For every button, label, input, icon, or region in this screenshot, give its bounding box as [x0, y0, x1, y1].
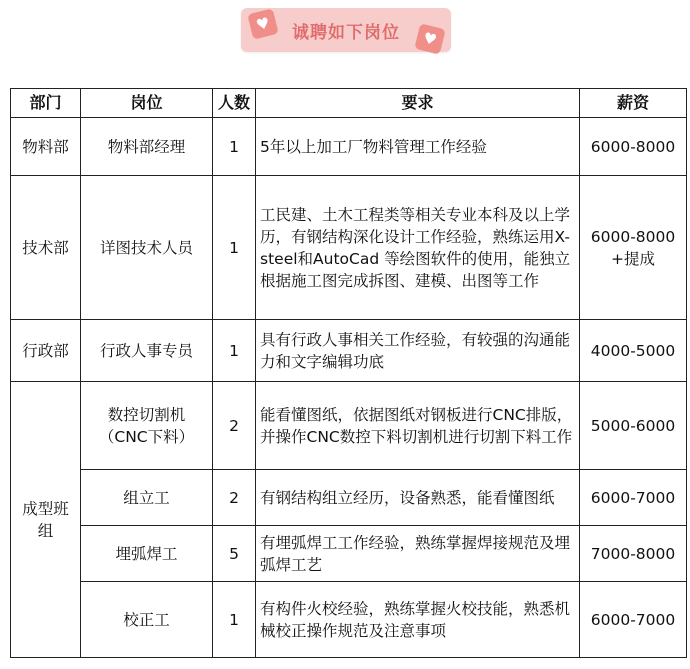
position-cell: 组立工	[81, 470, 213, 526]
count-cell: 2	[213, 470, 256, 526]
requirement-cell: 能看懂图纸，依据图纸对钢板进行CNC排版，并操作CNC数控下料切割机进行切割下料工作	[256, 382, 580, 470]
header-salary: 薪资	[580, 89, 687, 118]
dept-cell: 物料部	[11, 118, 81, 176]
requirement-cell: 有钢结构组立经历，设备熟悉，能看懂图纸	[256, 470, 580, 526]
table-row	[11, 176, 687, 320]
salary-cell: 7000-8000	[580, 526, 687, 582]
position-cell: 详图技术人员	[81, 176, 213, 320]
salary-cell: 6000-7000	[580, 470, 687, 526]
banner-title: 诚聘如下岗位	[292, 22, 400, 43]
header-count: 人数	[213, 89, 256, 118]
requirement-cell: 工民建、土木工程类等相关专业本科及以上学历，有钢结构深化设计工作经验，熟练运用X-steel和AutoCad 等绘图软件的使用，能独立根据施工图完成拆图、建模、出图等工作	[256, 176, 580, 320]
table-row	[11, 118, 687, 176]
position-cell: 校正工	[81, 582, 213, 658]
heart-icon: ♥	[247, 8, 279, 40]
salary-cell: 6000-7000	[580, 582, 687, 658]
position-cell: 行政人事专员	[81, 320, 213, 382]
header-requirement: 要求	[256, 89, 580, 118]
requirement-cell: 有构件火校经验，熟练掌握火校技能，熟悉机械校正操作规范及注意事项	[256, 582, 580, 658]
salary-extra: +提成	[611, 249, 655, 268]
count-cell: 1	[213, 320, 256, 382]
heart-icon: ♥	[414, 23, 446, 55]
header-dept: 部门	[11, 89, 81, 118]
requirement-cell: 5年以上加工厂物料管理工作经验	[256, 118, 580, 176]
job-table	[10, 88, 687, 658]
position-cell: 数控切割机（CNC下料）	[81, 382, 213, 470]
header-position: 岗位	[81, 89, 213, 118]
table-row	[11, 320, 687, 382]
salary-cell: 6000-8000	[580, 118, 687, 176]
count-cell: 1	[213, 176, 256, 320]
dept-cell: 技术部	[11, 176, 81, 320]
dept-cell: 行政部	[11, 320, 81, 382]
position-cell: 埋弧焊工	[81, 526, 213, 582]
dept-cell: 成型班组	[11, 382, 81, 658]
count-cell: 1	[213, 118, 256, 176]
requirement-cell: 具有行政人事相关工作经验，有较强的沟通能力和文字编辑功底	[256, 320, 580, 382]
salary-range: 6000-8000	[590, 227, 676, 246]
table-row	[11, 582, 687, 658]
count-cell: 1	[213, 582, 256, 658]
position-cell: 物料部经理	[81, 118, 213, 176]
requirement-cell: 有埋弧焊工工作经验，熟练掌握焊接规范及埋弧焊工艺	[256, 526, 580, 582]
table-row	[11, 382, 687, 470]
table-header-row	[11, 89, 687, 118]
salary-cell	[580, 176, 687, 320]
count-cell: 5	[213, 526, 256, 582]
table-row	[11, 470, 687, 526]
salary-cell: 5000-6000	[580, 382, 687, 470]
count-cell: 2	[213, 382, 256, 470]
salary-cell: 4000-5000	[580, 320, 687, 382]
table-row	[11, 526, 687, 582]
